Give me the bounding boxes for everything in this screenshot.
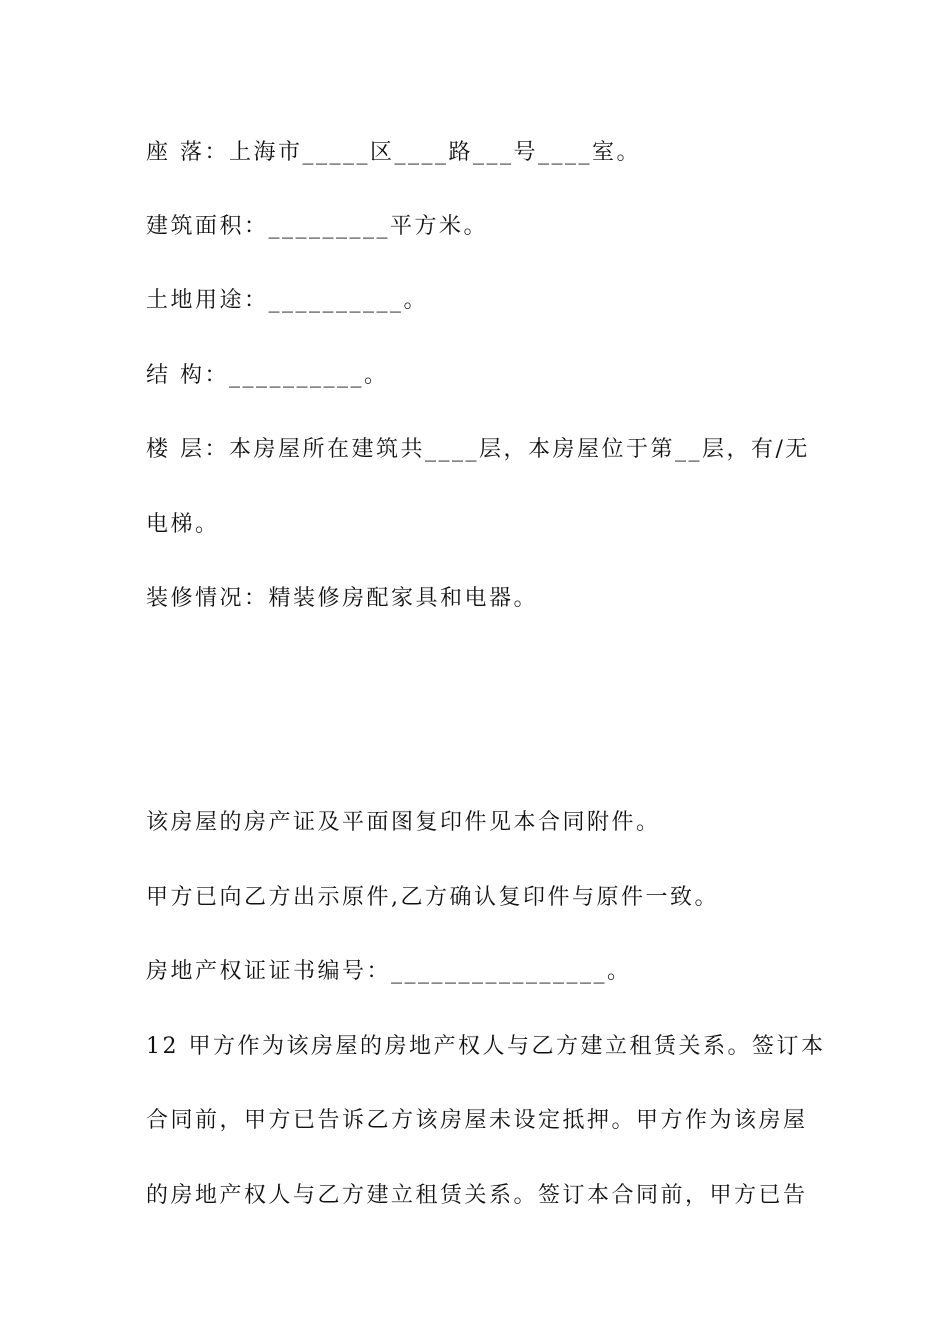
certificate-number-line: 房地产权证证书编号：________________。 [146, 959, 632, 984]
decoration-line: 装修情况：精装修房配家具和电器。 [146, 586, 539, 611]
location-line: 座 落：上海市_____区____路___号____室。 [146, 140, 641, 165]
attachment-note-line: 该房屋的房产证及平面图复印件见本合同附件。 [146, 810, 661, 835]
floor-line: 楼 层：本房屋所在建筑共____层，本房屋位于第__层，有/无 [146, 437, 810, 462]
floor-area-line: 建筑面积：_________平方米。 [146, 214, 489, 239]
clause-12-line-1: 12 甲方作为该房屋的房地产权人与乙方建立租赁关系。签订本 [146, 1034, 826, 1059]
floor-line-continued: 电梯。 [146, 512, 220, 537]
clause-12-line-3: 的房地产权人与乙方建立租赁关系。签订本合同前，甲方已告 [146, 1183, 808, 1208]
original-confirm-line: 甲方已向乙方出示原件,乙方确认复印件与原件一致。 [146, 885, 719, 910]
clause-12-line-2: 合同前，甲方已告诉乙方该房屋未设定抵押。甲方作为该房屋 [146, 1108, 808, 1133]
land-use-line: 土地用途：__________。 [146, 288, 429, 313]
structure-line: 结 构：__________。 [146, 363, 389, 388]
